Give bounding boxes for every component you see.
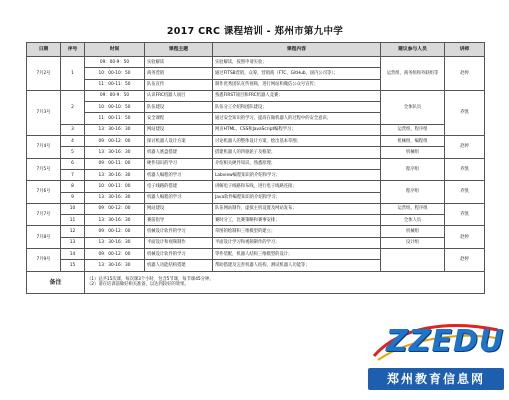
time-cell: 09：00-12：00 (85, 249, 145, 260)
header-no: 序号 (61, 43, 85, 57)
topic-cell: 机器人底盘搭建 (145, 147, 213, 158)
number-cell: 15 (61, 260, 85, 271)
content-cell: 零件装配，机器人结构三维模型的设计； (213, 249, 381, 260)
table-row (27, 147, 485, 158)
time-cell: 10：00-10：50 (85, 102, 145, 113)
time-cell: 13：30-16：30 (85, 260, 145, 271)
topic-cell: 安全课程 (145, 113, 213, 124)
time-cell: 13：30-16：30 (85, 147, 145, 158)
people-cell: 全体队员 (381, 90, 445, 124)
topic-cell: 电子线路的搭建 (145, 181, 213, 192)
topic-cell: 网站建设 (145, 203, 213, 214)
time-cell: 13：30-16：30 (85, 237, 145, 248)
topic-cell: 实验解读 (145, 57, 213, 68)
number-cell: 3 (61, 124, 85, 135)
teacher-cell: 乔凯 (445, 158, 485, 181)
zzedu-logo-mark (370, 316, 505, 368)
header-date: 日期 (27, 43, 61, 57)
content-cell: 讲解电子线路和布线，进行电子线路连接； (213, 181, 381, 192)
teacher-cell: 乔凯 (445, 203, 485, 226)
number-cell: 4 (61, 136, 85, 147)
time-cell: 09：00-9：50 (85, 57, 145, 68)
table-row (27, 203, 485, 214)
content-cell: Java软件编程知识的介绍和学习； (213, 192, 381, 203)
time-cell: 13：30-16：30 (85, 192, 145, 203)
people-cell (381, 249, 445, 272)
teacher-cell: 乔凯 (445, 90, 485, 135)
table-header-row (27, 43, 485, 57)
number-cell: 13 (61, 237, 85, 248)
topic-cell: 探讨机器人设计方案 (145, 136, 213, 147)
notes-label: 备注 (27, 271, 85, 293)
time-cell: 09：00-12：00 (85, 136, 145, 147)
content-cell: 通过FITSB营销，众筹，营销商（FTC，GitHub，国内公司等）； (213, 68, 381, 79)
table-row (27, 226, 485, 237)
people-cell: 机械组 (381, 147, 445, 158)
content-cell: 讨论机器人的整体设计方案，绘出基本草图； (213, 136, 381, 147)
topic-cell: 赛前指导 (145, 215, 213, 226)
content-cell: 草图的绘制和三维模型的建立； (213, 226, 381, 237)
zzedu-watermark (368, 316, 504, 394)
table-row (27, 215, 485, 226)
date-cell: 7月4号 (27, 136, 61, 159)
number-cell: 9 (61, 192, 85, 203)
time-cell: 10：00-10：50 (85, 68, 145, 79)
topic-cell: 网站建设 (145, 124, 213, 135)
header-topic: 课程主题 (145, 43, 213, 57)
schedule-table (26, 42, 485, 294)
note-line: （1）总共15次课，每次课3个小时，包含5节课，每节课45分钟。 (87, 276, 214, 282)
zzedu-logo-text: ZZEDU (386, 324, 505, 359)
date-cell: 7月7号 (27, 203, 61, 226)
content-cell: 熟悉FIRST项目和FRC机器人竞赛； (213, 90, 381, 101)
people-cell: 程序组 (381, 158, 445, 181)
header-time: 时间 (85, 43, 145, 57)
number-cell: 5 (61, 147, 85, 158)
number-cell: 2 (61, 90, 85, 124)
table-row (27, 90, 485, 101)
time-cell: 10：00-11：00 (85, 181, 145, 192)
number-cell: 12 (61, 226, 85, 237)
teacher-cell: 乔凯 (445, 181, 485, 204)
date-cell: 7月3号 (27, 90, 61, 135)
teacher-cell: 赵婷 (445, 249, 485, 272)
time-cell: 11：00-11：50 (85, 79, 145, 90)
time-cell: 11：00-11：50 (85, 113, 145, 124)
table-row (27, 249, 485, 260)
content-cell: 实验解读，按照申请实验； (213, 57, 381, 68)
watermark-caption: 郑州教育信息网 (368, 368, 504, 390)
topic-cell: 平面设计和视频制作 (145, 237, 213, 248)
date-cell: 7月2号 (27, 57, 61, 91)
teacher-cell: 赵婷 (445, 226, 485, 249)
content-cell: 帮助搭建及完善机器人结构，测试机器人功能等； (213, 260, 381, 271)
people-cell: 机械组，编程组 (381, 136, 445, 147)
number-cell: 6 (61, 158, 85, 169)
time-cell: 13：30-16：30 (85, 124, 145, 135)
people-cell: 运营组、商务组和外联组等 (381, 57, 445, 91)
date-cell: 7月9号 (27, 249, 61, 272)
header-content: 课程内容 (213, 43, 381, 57)
topic-cell: 队伍宣传 (145, 79, 213, 90)
table-row (27, 237, 485, 248)
notes-row (27, 271, 485, 293)
teacher-cell: 赵婷 (445, 136, 485, 159)
topic-cell: 机器人编程的学习 (145, 169, 213, 180)
topic-cell: 认识FRC机器人项目 (145, 90, 213, 101)
people-cell: 设计组 (381, 237, 445, 248)
content-cell: 通过安全知识的学习，提高在做机器人的过程中的安全意识； (213, 113, 381, 124)
document-title: 2017 CRC 课程培训 - 郑州市第九中学 (166, 26, 344, 37)
table-row (27, 57, 485, 68)
time-cell: 13：30-16：30 (85, 169, 145, 180)
people-cell: 机械组 (381, 226, 445, 237)
content-cell: 赛时分工，比赛策略和赛事安排； (213, 215, 381, 226)
note-line: （2）请在培训前做好相关准备，以达到较好的效果。 (87, 282, 189, 288)
content-cell: 队伍网站制作，虚拟主机设置及网站发布； (213, 203, 381, 214)
number-cell: 11 (61, 215, 85, 226)
number-cell: 10 (61, 203, 85, 214)
content-cell: 平面设计学习和视频制作的学习； (213, 237, 381, 248)
number-cell: 8 (61, 181, 85, 192)
number-cell: 7 (61, 169, 85, 180)
date-cell: 7月8号 (27, 226, 61, 249)
table-row (27, 158, 485, 169)
content-cell: 网页HTML，CSS和JavaScript编程学习； (213, 124, 381, 135)
time-cell: 13：30-16：30 (85, 215, 145, 226)
time-cell: 09：00-11：00 (85, 158, 145, 169)
time-cell: 09：00-9：50 (85, 90, 145, 101)
header-teacher: 讲师 (445, 43, 485, 57)
teacher-cell: 赵婷 (445, 57, 485, 91)
table-row (27, 136, 485, 147)
topic-cell: 机械设计软件的学习 (145, 249, 213, 260)
people-cell: 全体人员 (381, 215, 445, 226)
people-cell: 程序组 (381, 181, 445, 204)
number-cell: 14 (61, 249, 85, 260)
content-cell: Labview编程知识的介绍和学习； (213, 169, 381, 180)
date-cell: 7月5号 (27, 158, 61, 181)
content-cell: 制作优秀团队宣传视频，进行网站和微信公众号宣传； (213, 79, 381, 90)
number-cell: 1 (61, 57, 85, 91)
time-cell: 09：00-12：00 (85, 226, 145, 237)
table-row (27, 181, 485, 192)
time-cell: 09：00-12：00 (85, 203, 145, 214)
topic-cell: 硬件知识的学习 (145, 158, 213, 169)
topic-cell: 机械设计软件的学习 (145, 226, 213, 237)
date-cell: 7月6号 (27, 181, 61, 204)
topic-cell: 队伍建设 (145, 102, 213, 113)
header-people: 建议参与人员 (381, 43, 445, 57)
content-cell: 介绍相关硬件知识，熟悉原理； (213, 158, 381, 169)
people-cell: 运营组，程序组 (381, 203, 445, 214)
topic-cell: 机器人功能结构搭建 (145, 260, 213, 271)
topic-cell: 商务营销 (145, 68, 213, 79)
topic-cell: 机器人编程的学习 (145, 192, 213, 203)
content-cell: 搭建机器人的四驱轮子及框架； (213, 147, 381, 158)
people-cell: 运营组，程序组 (381, 124, 445, 135)
table-row (27, 124, 485, 135)
notes-cell (85, 271, 485, 293)
content-cell: 队伍分工介绍和团队建设； (213, 102, 381, 113)
